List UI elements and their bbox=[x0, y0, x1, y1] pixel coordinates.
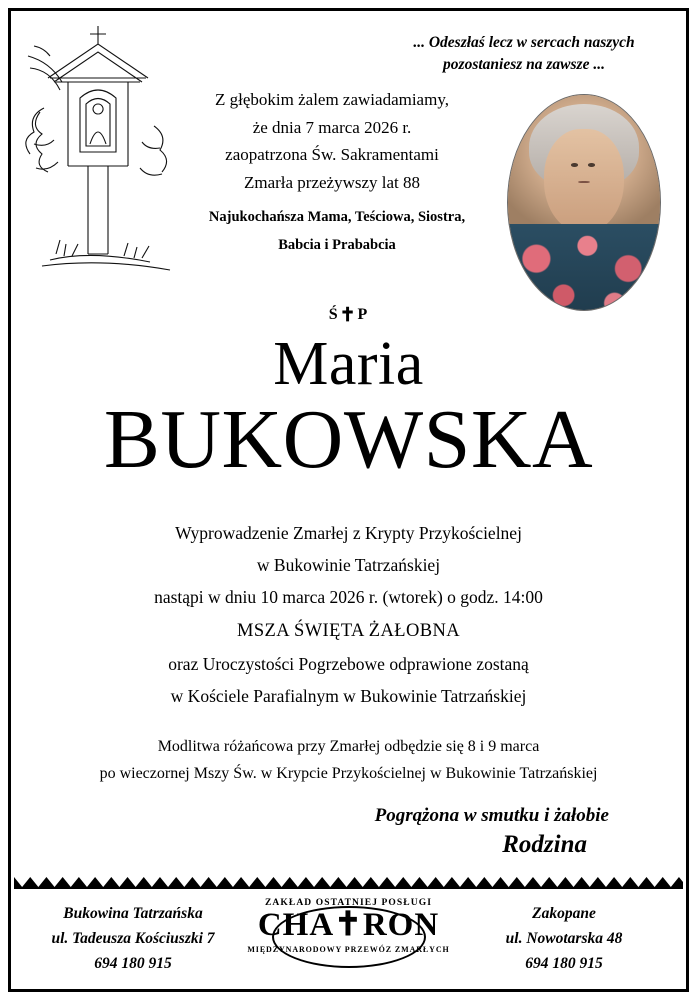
rosary-line-1: Modlitwa różańcowa przy Zmarłej odbędzie się 8 i 9 marca bbox=[157, 737, 540, 755]
ceremony-line-1: Wyprowadzenie Zmarłej z Krypty Przykościelnej bbox=[175, 522, 522, 543]
logo-bottom-text: MIĘDZYNARODOWY PRZEWÓZ ZMARŁYCH bbox=[247, 945, 450, 954]
rosary-line-2: po wieczornej Mszy Św. w Krypcie Przykościelnej w Bukowinie Tatrzańskiej bbox=[99, 764, 598, 782]
deceased-last-name: BUKOWSKA bbox=[103, 393, 594, 486]
deceased-first-name: Maria bbox=[273, 330, 424, 398]
ceremony-line-2: w Bukowinie Tatrzańskiej bbox=[256, 555, 441, 576]
portrait-floral-scarf bbox=[507, 224, 661, 311]
poster-content bbox=[14, 14, 683, 986]
portrait-eye-left bbox=[571, 163, 578, 167]
opening-line-1: ... Odeszłaś lecz w sercach naszych bbox=[413, 34, 635, 51]
sp-letter-p: P bbox=[357, 306, 369, 323]
closing-line: Pogrążona w smutku i żałobie bbox=[374, 805, 609, 827]
rosary-details bbox=[14, 733, 683, 787]
roles-line-2: Babcia i Prababcia bbox=[278, 236, 396, 253]
logo-brand-part1: CHA bbox=[257, 907, 335, 943]
top-section bbox=[14, 14, 683, 304]
portrait-eye-right bbox=[588, 163, 595, 167]
footer-right-street: ul. Nowotarska 48 bbox=[505, 929, 623, 947]
portrait-mouth bbox=[578, 181, 589, 183]
opening-line-2: pozostaniesz na zawsze ... bbox=[443, 56, 605, 74]
logo-brand bbox=[244, 909, 454, 942]
announcement-line-2: że dnia 7 marca 2026 r. bbox=[252, 117, 412, 137]
ceremony-line-3: nastąpi w dniu 10 marca 2026 r. (wtorek) o godz. 14:00 bbox=[154, 587, 543, 608]
footer-section bbox=[14, 894, 683, 980]
family-roles-block bbox=[192, 204, 482, 259]
zigzag-icon bbox=[14, 874, 683, 890]
announcement-line-3: zaopatrzona Św. Sakramentami bbox=[225, 145, 439, 165]
logo-cross-icon: ✝ bbox=[334, 907, 363, 943]
footer-left-phone: 694 180 915 bbox=[94, 954, 172, 972]
footer-branch-right bbox=[449, 902, 679, 976]
deceased-portrait bbox=[507, 94, 661, 311]
closing-block bbox=[14, 805, 683, 859]
footer-right-phone: 694 180 915 bbox=[525, 954, 603, 972]
footer-branch-left bbox=[18, 902, 248, 976]
footer-right-city: Zakopane bbox=[532, 905, 596, 922]
cross-icon: ✝ bbox=[339, 305, 357, 326]
footer-left-city: Bukowina Tatrzańska bbox=[63, 905, 203, 922]
logo-brand-part2: RON bbox=[362, 907, 440, 943]
opening-verse bbox=[379, 32, 669, 77]
mass-line-1: oraz Uroczystości Pogrzebowe odprawione zostaną bbox=[168, 654, 529, 675]
footer-left-street: ul. Tadeusza Kościuszki 7 bbox=[51, 929, 215, 947]
mass-title: MSZA ŚWIĘTA ŻAŁOBNA bbox=[237, 620, 460, 641]
portrait-photo bbox=[508, 95, 660, 310]
announcement-block bbox=[192, 86, 472, 196]
announcement-line-1: Z głębokim żalem zawiadamiamy, bbox=[215, 90, 449, 109]
ceremony-details bbox=[14, 517, 683, 713]
zigzag-divider bbox=[14, 874, 683, 890]
sp-letter-s: Ś bbox=[328, 306, 339, 323]
roles-line-1: Najukochańsza Mama, Teściowa, Siostra, bbox=[208, 209, 466, 225]
wayside-shrine-illustration bbox=[20, 16, 195, 281]
closing-signature: Rodzina bbox=[502, 831, 587, 859]
portrait-face bbox=[544, 129, 623, 232]
logo-top-text: ZAKŁAD OSTATNIEJ POSŁUGI bbox=[265, 898, 432, 908]
charon-logo bbox=[244, 896, 454, 976]
announcement-line-4: Zmarła przeżywszy lat 88 bbox=[243, 172, 421, 192]
mass-line-2: w Kościele Parafialnym w Bukowinie Tatrzańskiej bbox=[170, 686, 527, 707]
